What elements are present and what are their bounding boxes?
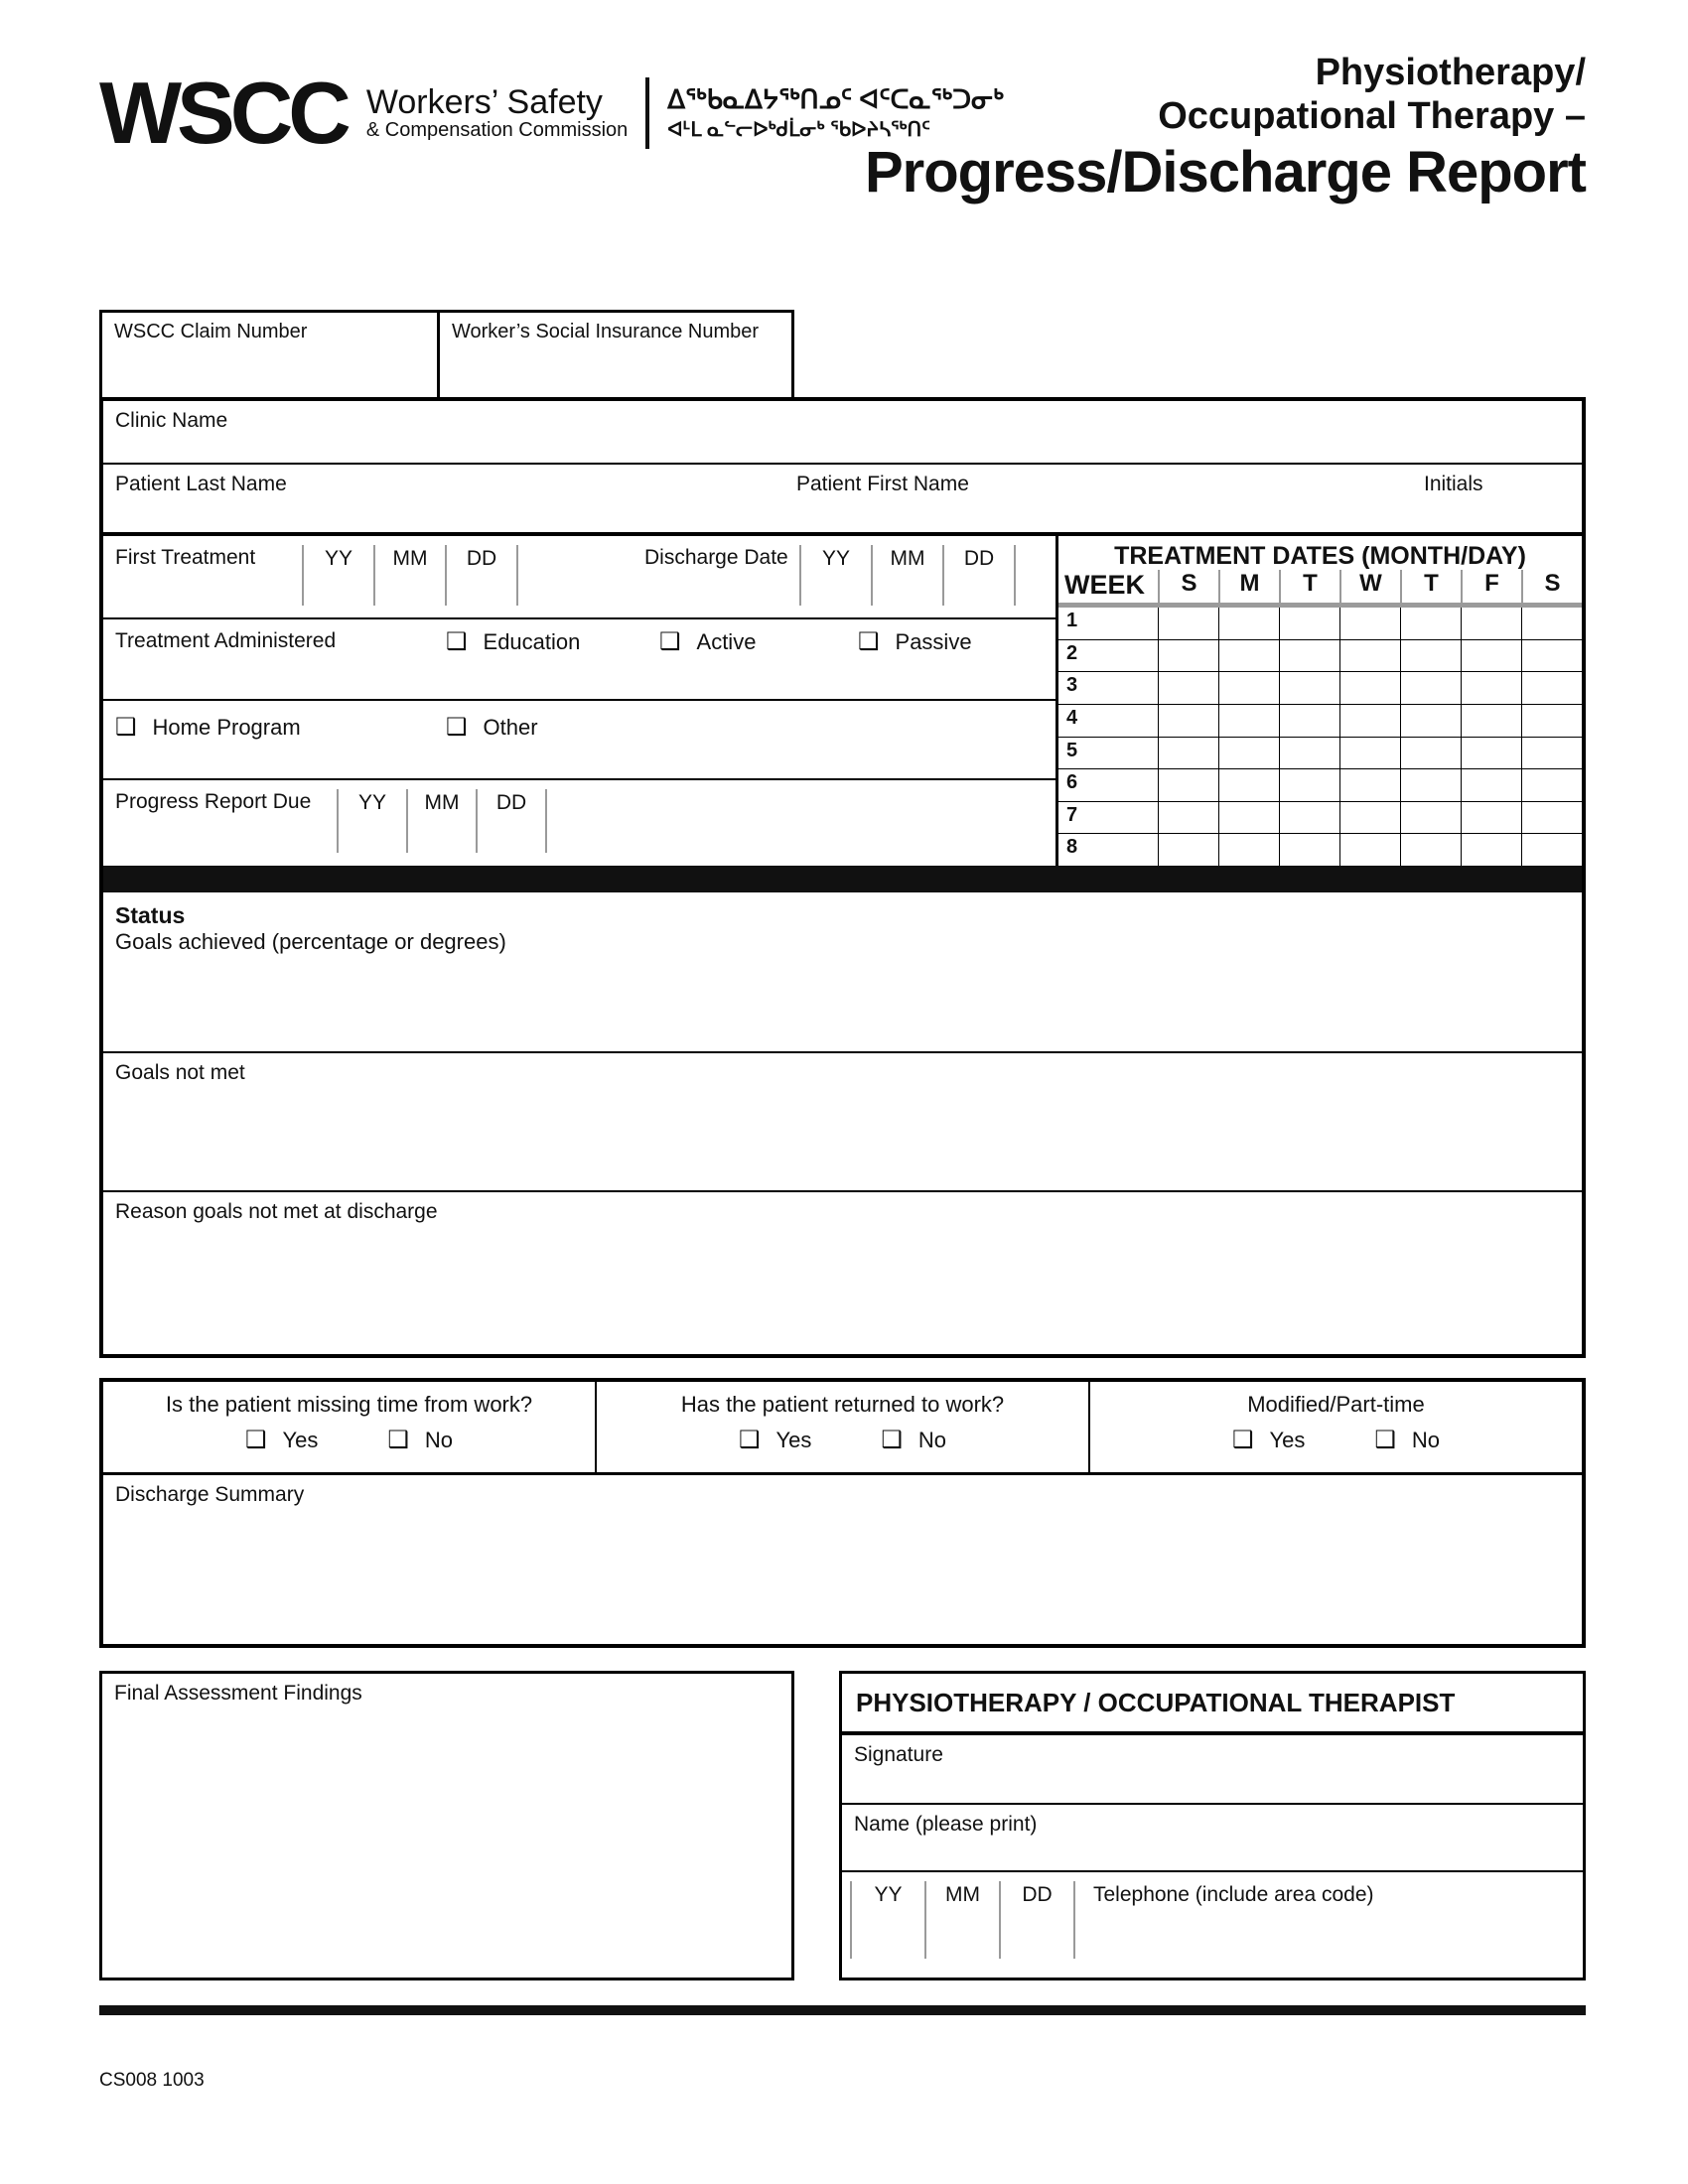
treatment-date-cell[interactable] [1400,672,1461,704]
home-program-label: Home Program [152,715,301,740]
spacer [560,536,633,617]
form-title [865,52,1586,206]
treatment-date-cell[interactable] [1521,802,1582,834]
day-header-fri: F [1461,570,1521,603]
week-number: 8 [1066,836,1078,859]
therapist-name-field[interactable] [842,1805,1583,1872]
discharge-summary-label: Discharge Summary [115,1483,305,1506]
treatment-dates-row [103,536,1055,619]
wscc-wordmark: WSCC [99,64,347,162]
clinic-name-label: Clinic Name [115,409,228,432]
inuktitut-line2: ᐊᒻᒪ ᓇᓪᓕᐅᒃᑯᒫᓂᒃ ᖃᐅᔨᓴᖅᑎᑦ [667,118,930,141]
patient-first-name-label: Patient First Name [796,473,969,495]
sin-label: Worker’s Social Insurance Number [452,321,760,342]
treatment-date-cell[interactable] [1279,640,1339,672]
treatment-dates-grid [1058,608,1582,866]
checkbox-modified-no-icon[interactable]: ❑ [1374,1427,1396,1453]
other-option[interactable] [446,715,538,741]
day-header-sat: S [1521,570,1582,603]
claim-number-label: WSCC Claim Number [114,321,308,342]
other-label: Other [483,715,538,740]
treatment-date-cell[interactable] [1218,802,1279,834]
claim-number-field[interactable] [102,313,440,397]
goals-achieved-label: Goals achieved (percentage or degrees) [115,929,506,954]
checkbox-other-icon[interactable]: ❑ [446,714,468,741]
telephone-field[interactable] [1073,1881,1583,1959]
progress-report-due-label: Progress Report Due [115,790,312,813]
status-heading: Status [115,902,186,928]
treatment-date-cell[interactable] [1400,738,1461,769]
week-row-8 [1058,834,1582,866]
checkbox-passive-icon[interactable]: ❑ [858,628,880,655]
active-label: Active [696,629,757,654]
progress-report-due-row [103,780,1055,866]
treatment-date-cell[interactable] [1158,738,1218,769]
yes-label: Yes [282,1428,319,1452]
treatment-dates-table [1058,536,1582,866]
education-label: Education [483,629,581,654]
treatment-date-cell[interactable] [1339,705,1400,737]
day-header-sun: S [1158,570,1218,603]
week-row-5 [1058,738,1582,770]
work-status-box [99,1378,1586,1648]
treatment-date-cell[interactable] [1400,769,1461,801]
home-program-option[interactable] [115,715,301,741]
treatment-date-cell[interactable] [1521,769,1582,801]
treatment-date-cell[interactable] [1339,672,1400,704]
logo-name-line2: & Compensation Commission [365,119,629,142]
returned-to-work-question [597,1382,1090,1472]
treatment-date-cell[interactable] [1521,738,1582,769]
discharge-date-mm[interactable]: MM [871,545,942,606]
passive-label: Passive [895,629,972,654]
week-row-4 [1058,705,1582,738]
progress-due-mm[interactable]: MM [406,789,476,853]
week-number: 1 [1066,610,1078,631]
treatment-dates-header [1058,570,1582,603]
returned-no-option[interactable] [881,1428,946,1453]
treatment-details-section [103,536,1582,866]
therapist-heading: PHYSIOTHERAPY / OCCUPATIONAL THERAPIST [842,1674,1583,1735]
treatment-date-cell[interactable] [1279,769,1339,801]
form-header [99,52,1586,205]
treatment-date-cell[interactable] [1400,705,1461,737]
treatment-date-cell[interactable] [1158,802,1218,834]
yes-label: Yes [775,1428,812,1452]
treatment-date-cell[interactable] [1158,769,1218,801]
week-number: 2 [1066,641,1078,664]
progress-report-due-field[interactable] [337,780,589,866]
form-title-line2: Occupational Therapy – [1158,94,1586,137]
week-number: 3 [1066,674,1078,697]
main-form-box [99,397,1586,1358]
therapist-name-label: Name (please print) [854,1813,1038,1836]
treatment-administered-row [103,619,1055,701]
checkbox-returned-no-icon[interactable]: ❑ [881,1427,903,1453]
sin-field[interactable] [440,313,791,397]
signature-label: Signature [854,1743,943,1766]
treatment-date-cell[interactable] [1279,705,1339,737]
modified-no-option[interactable] [1374,1428,1440,1453]
bottom-rule [99,2005,1586,2015]
treatment-date-cell[interactable] [1279,608,1339,639]
week-row-7 [1058,802,1582,835]
treatment-date-cell[interactable] [1339,769,1400,801]
form-title-line1: Physiotherapy/ [1315,52,1586,93]
checkbox-missing-time-no-icon[interactable]: ❑ [387,1427,409,1453]
discharge-date-dd[interactable]: DD [942,545,1014,606]
discharge-date-field[interactable] [799,536,1016,617]
inuktitut-line1: ᐃᖅᑲᓇᐃᔭᖅᑎᓄᑦ ᐊᑦᑕᓇᖅᑐᓂᒃ [667,84,1004,115]
treatment-date-cell[interactable] [1461,738,1521,769]
work-questions-row [103,1382,1582,1475]
reason-goals-not-met-field[interactable] [103,1192,1582,1354]
discharge-date-end [1014,545,1016,606]
checkbox-home-program-icon[interactable]: ❑ [115,714,137,741]
returned-to-work-label: Has the patient returned to work? [680,1392,1005,1417]
treatment-date-cell[interactable] [1218,672,1279,704]
discharge-date-yy[interactable]: YY [799,545,871,606]
returned-yes-option[interactable] [739,1428,811,1453]
claim-sin-box [99,310,794,397]
treatment-date-cell[interactable] [1218,834,1279,866]
treatment-date-cell[interactable] [1218,769,1279,801]
passive-option[interactable] [858,629,972,655]
week-row-1 [1058,608,1582,640]
first-treatment-date-field[interactable] [302,536,560,617]
home-program-row [103,701,1055,780]
treatment-details-left [103,536,1058,866]
patient-name-row[interactable] [103,465,1582,536]
progress-due-end [545,789,589,853]
reason-goals-not-met-label: Reason goals not met at discharge [115,1200,438,1223]
week-row-3 [1058,672,1582,705]
patient-last-name-label: Patient Last Name [115,473,287,495]
no-label: No [424,1428,454,1452]
treatment-date-cell[interactable] [1461,769,1521,801]
treatment-date-cell[interactable] [1158,608,1218,639]
active-option[interactable] [659,629,756,655]
week-number: 7 [1066,803,1078,826]
logo-name-line1: Workers’ Safety [365,82,603,121]
progress-due-dd[interactable]: DD [476,789,545,853]
treatment-date-cell[interactable] [1158,705,1218,737]
treatment-date-cell[interactable] [1400,802,1461,834]
treatment-date-cell[interactable] [1158,834,1218,866]
progress-due-yy[interactable]: YY [337,789,406,853]
missing-time-question [103,1382,597,1472]
no-label: No [917,1428,947,1452]
discharge-date-label: Discharge Date [644,546,788,569]
form-code: CS008 1003 [99,2070,205,2091]
treatment-administered-label: Treatment Administered [115,629,337,652]
treatment-date-cell[interactable] [1521,608,1582,639]
no-label: No [1411,1428,1441,1452]
first-treatment-date-end [516,545,560,606]
treatment-date-cell[interactable] [1339,640,1400,672]
modified-part-time-question [1090,1382,1582,1472]
treatment-date-cell[interactable] [1400,640,1461,672]
signature-field[interactable] [842,1735,1583,1805]
treatment-date-cell[interactable] [1218,640,1279,672]
education-option[interactable] [446,629,580,655]
therapist-box [839,1671,1586,1980]
discharge-summary-field[interactable] [103,1475,1582,1644]
treatment-date-cell[interactable] [1400,834,1461,866]
form-title-line3: Progress/Discharge Report [864,140,1586,205]
treatment-date-cell[interactable] [1279,738,1339,769]
final-assessment-field[interactable] [99,1671,794,1980]
modified-part-time-label: Modified/Part-time [1247,1392,1425,1417]
week-number: 6 [1066,771,1078,794]
checkbox-returned-yes-icon[interactable]: ❑ [738,1427,761,1453]
checkbox-education-icon[interactable]: ❑ [446,628,468,655]
date-telephone-row [842,1872,1583,1978]
first-treatment-dd[interactable]: DD [445,545,516,606]
section-divider-bar [103,866,1582,892]
treatment-date-cell[interactable] [1339,802,1400,834]
initials-label: Initials [1424,473,1483,495]
treatment-date-cell[interactable] [1521,834,1582,866]
treatment-date-cell[interactable] [1339,738,1400,769]
treatment-date-cell[interactable] [1279,672,1339,704]
checkbox-active-icon[interactable]: ❑ [659,628,681,655]
first-treatment-yy[interactable]: YY [302,545,373,606]
week-column-header: WEEK [1064,570,1145,600]
treatment-date-cell[interactable] [1218,705,1279,737]
treatment-date-cell[interactable] [1158,640,1218,672]
treatment-date-cell[interactable] [1461,672,1521,704]
treatment-date-cell[interactable] [1521,640,1582,672]
missing-time-label: Is the patient missing time from work? [165,1392,533,1417]
day-header-mon: M [1218,570,1279,603]
treatment-date-cell[interactable] [1521,672,1582,704]
treatment-date-cell[interactable] [1339,834,1400,866]
treatment-date-cell[interactable] [1218,608,1279,639]
treatment-date-cell[interactable] [1461,705,1521,737]
yes-label: Yes [1269,1428,1306,1452]
therapist-date-dd[interactable]: DD [999,1881,1073,1959]
first-treatment-label: First Treatment [115,546,256,569]
week-number: 5 [1066,739,1078,761]
week-row-2 [1058,640,1582,673]
treatment-date-cell[interactable] [1279,834,1339,866]
clinic-name-field[interactable] [103,401,1582,465]
goals-not-met-label: Goals not met [115,1061,245,1084]
wscc-logo-name [365,82,629,142]
week-row-6 [1058,769,1582,802]
modified-yes-option[interactable] [1232,1428,1305,1453]
missing-time-yes-option[interactable] [245,1428,318,1453]
treatment-date-cell[interactable] [1461,802,1521,834]
day-header-thu: T [1400,570,1461,603]
treatment-date-cell[interactable] [1461,834,1521,866]
treatment-date-cell[interactable] [1400,608,1461,639]
day-header-wed: W [1339,570,1400,603]
treatment-date-cell[interactable] [1339,608,1400,639]
goals-achieved-field[interactable] [103,892,1582,1053]
treatment-date-cell[interactable] [1461,608,1521,639]
week-number: 4 [1066,706,1078,729]
treatment-date-cell[interactable] [1461,640,1521,672]
treatment-dates-title: TREATMENT DATES (MONTH/DAY) [1114,542,1526,570]
treatment-date-cell[interactable] [1279,802,1339,834]
final-assessment-label: Final Assessment Findings [114,1682,362,1705]
day-header-tue: T [1279,570,1339,603]
first-treatment-mm[interactable]: MM [373,545,445,606]
checkbox-modified-yes-icon[interactable]: ❑ [1231,1427,1254,1453]
missing-time-no-option[interactable] [387,1428,453,1453]
telephone-label: Telephone (include area code) [1093,1883,1374,1906]
logo-divider [645,77,649,149]
treatment-date-cell[interactable] [1218,738,1279,769]
therapist-date-yy[interactable]: YY [850,1881,924,1959]
treatment-date-cell[interactable] [1521,705,1582,737]
goals-not-met-field[interactable] [103,1053,1582,1192]
treatment-date-cell[interactable] [1158,672,1218,704]
therapist-date-mm[interactable]: MM [924,1881,999,1959]
checkbox-missing-time-yes-icon[interactable]: ❑ [244,1427,267,1453]
